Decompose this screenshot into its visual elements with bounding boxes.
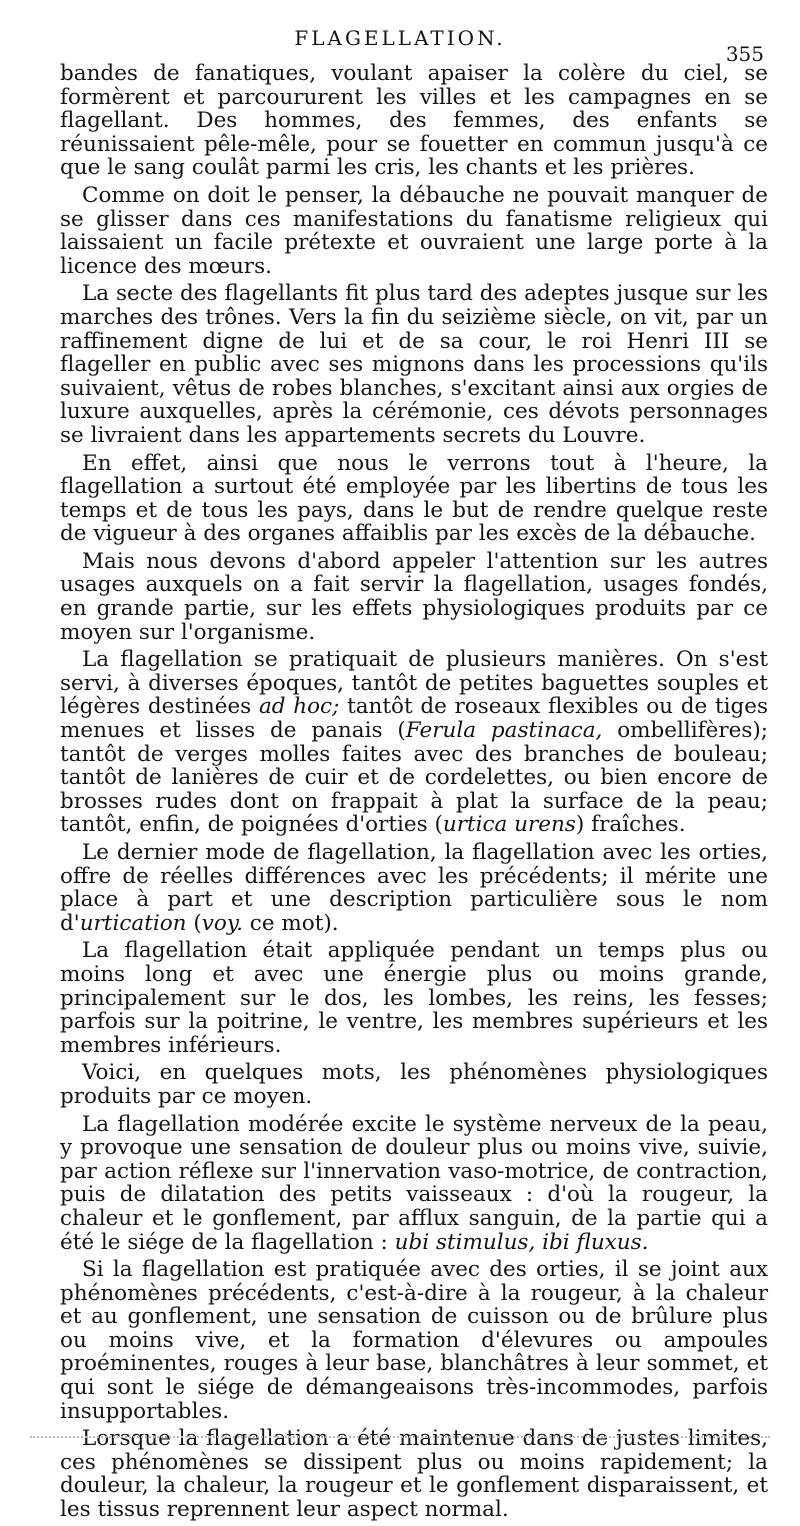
paragraph [60, 1113, 768, 1255]
paragraph [60, 282, 768, 447]
italic-text: urtication [79, 910, 187, 936]
text-run: En effet, ainsi que nous le verrons tout à l'heure, la flagellation a surtout été employée par les libertins de tous les temps et de tous les pays, dans le but de rendre quelque reste de vigueur à des organes affaiblis par les excès de la débauche. [60, 450, 768, 547]
text-run: Mais nous devons d'abord appeler l'attention sur les autres usages auxquels on a fait servir la flagellation, usages fondés, en grande partie, sur les effets physiologiques produits par ce moyen sur l'organisme. [60, 548, 768, 645]
text-run: La flagellation se pratiquait de plusieurs manières. On s'est servi, à diverses époques, tantôt de petites baguettes souples et légères destinées [60, 647, 768, 720]
italic-text: urtica urens [442, 812, 576, 838]
paragraph [60, 648, 768, 837]
paragraph [60, 1061, 768, 1108]
text-run: La flagellation modérée excite le système nerveux de la peau, y provoque une sensation de douleur plus ou moins vive, suivie, par action réflexe sur l'innervation vaso-motrice, de contraction, puis de dilatation des petits vaisseaux : d'où la rougeur, la chaleur et le gonflement, par afflux sanguin, de la partie qui a été le siége de la flagellation : [60, 1111, 768, 1255]
italic-text: ubi stimulus, ibi fluxus. [394, 1229, 649, 1255]
text-run: La flagellation était appliquée pendant un temps plus ou moins long et avec une énergie plus ou moins grande, principalement sur le dos, les lombes, les reins, les fesses; parfois sur la poitrine, le ventre, les membres supérieurs et les membres inférieurs. [60, 938, 768, 1058]
italic-text: Ferula pastinaca, [405, 718, 603, 744]
text-run: bandes de fanatiques, voulant apaiser la colère du ciel, se formèrent et parcoururent les villes et les campagnes en se flagellant. Des hommes, des femmes, des enfants se réunissaient pêle-mêle, pour se fouetter en commun jusqu'à ce que le sang coulât parmi les cris, les chants et les prières. [60, 61, 768, 181]
italic-text: ad hoc; [258, 694, 340, 720]
paragraph [60, 550, 768, 644]
page-number: 355 [725, 42, 764, 66]
paragraph [60, 939, 768, 1057]
text-run: Le dernier mode de flagellation, la flagellation avec les orties, offre de réelles différences avec les précédents; il mérite une place à part et une description particulière sous le nom d' [60, 840, 768, 936]
text-run: ) fraîches. [575, 812, 686, 838]
paragraph [60, 62, 768, 180]
paragraph [60, 1258, 768, 1423]
paragraph [60, 184, 768, 278]
text-run: tantôt de roseaux flexibles ou de tiges menues et lisses de panais ( [60, 694, 768, 744]
paragraph [60, 841, 768, 935]
paragraph [60, 452, 768, 546]
italic-text: voy. [201, 910, 243, 936]
running-title: FLAGELLATION. [294, 26, 506, 50]
text-run: Voici, en quelques mots, les phénomènes physiologiques produits par ce moyen. [60, 1060, 768, 1109]
text-run: Si la flagellation est pratiquée avec des orties, il se joint aux phénomènes précédents, c'est-à-dire à la rougeur, à la chaleur et au gonflement, une sensation de cuisson ou de brûlure plus ou moins vive, et la formation d'élevures ou ampoules proéminentes, rouges à leur base, blanchâtres à leur sommet, et qui sont le siége de démangeaisons très-incommodes, parfois insupportables. [60, 1257, 768, 1424]
text-run: ce mot). [242, 910, 339, 936]
text-run: ( [186, 910, 202, 936]
text-run: La secte des flagellants fit plus tard des adeptes jusque sur les marches des trônes. Vers la fin du seizième siècle, on vit, par un raffinement digne de lui et de sa cour, le roi Henri III se flageller en public avec ses mignons dans les processions qu'ils suivaient, vêtus de robes blanches, s'excitant ainsi aux orgies de luxure auxquelles, après la cérémonie, ces dévots personnages se livraient dans les appartements secrets du Louvre. [60, 281, 768, 448]
text-run: ombellifères); tantôt de verges molles faites avec des branches de bouleau; tantôt de lanières de cuir et de cordelettes, ou bien encore de brosses rudes dont on frappait à plat la surface de la peau; tantôt, enfin, de poignées d'orties ( [60, 718, 769, 838]
text-run: Comme on doit le penser, la débauche ne pouvait manquer de se glisser dans ces manifestations du fanatisme religieux qui laissaient un facile prétexte et ouvraient une large porte à la licence des mœurs. [60, 182, 768, 279]
text-run: Lorsque la flagellation a été maintenue dans de justes limites, ces phénomènes se dissipent plus ou moins rapidement; la douleur, la chaleur, la rougeur et le gonflement disparaissent, et les tissus reprennent leur aspect normal. [60, 1426, 768, 1523]
body-text [60, 62, 768, 1526]
bottom-edge-marks [30, 1436, 770, 1442]
